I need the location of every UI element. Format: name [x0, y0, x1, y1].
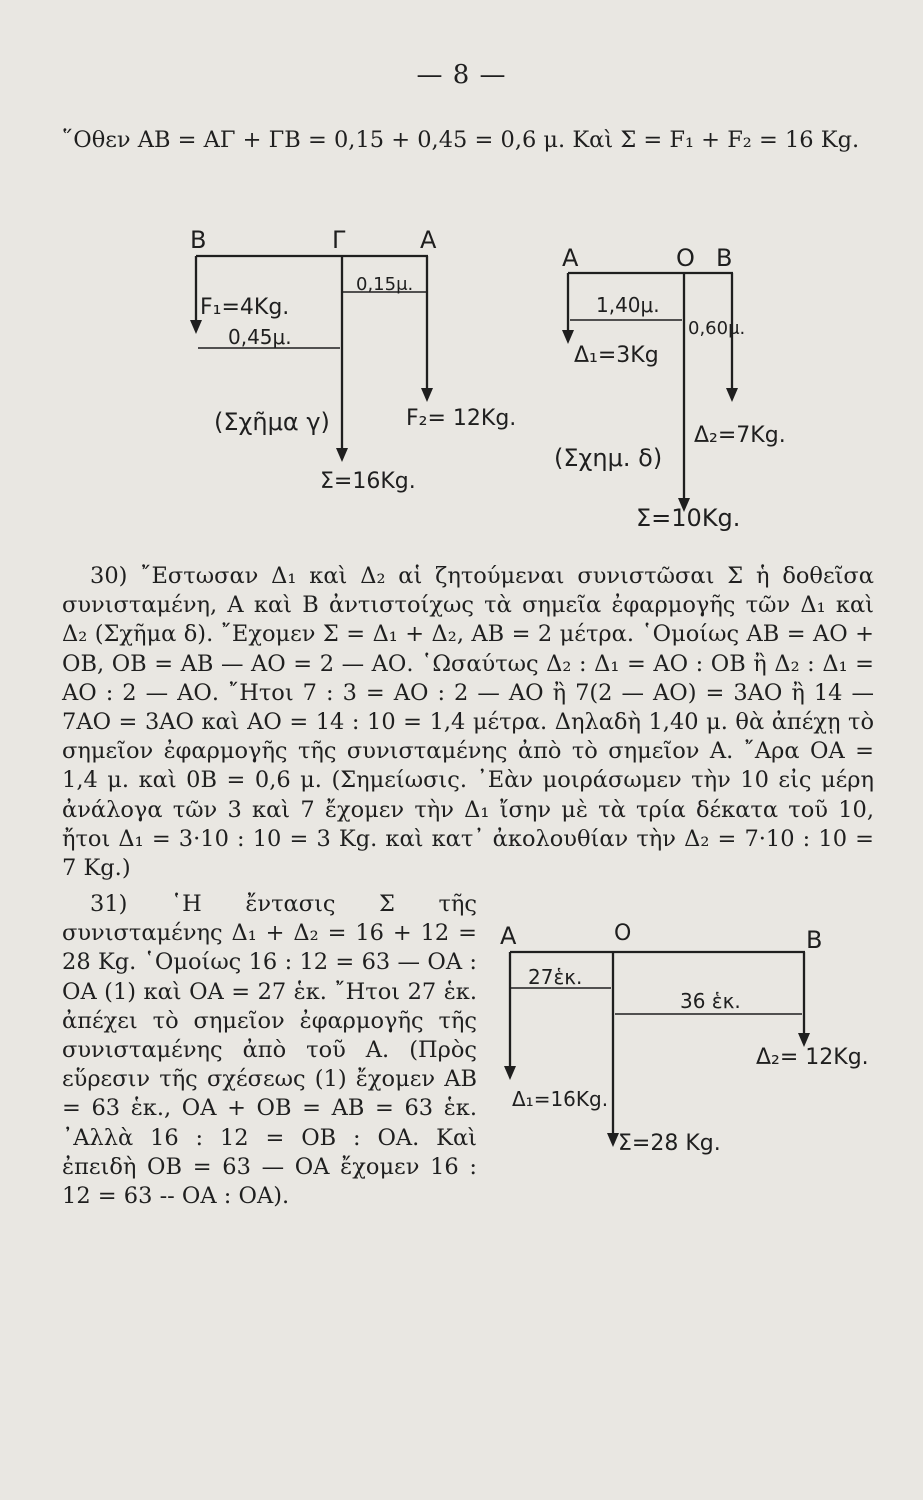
- fig1-force-f1: F₁=4Kg.: [200, 295, 290, 320]
- fig2-sum: Σ=10Kg.: [636, 504, 741, 532]
- fig2-label-b: B: [716, 244, 733, 272]
- fig3-label-b: B: [806, 926, 823, 954]
- fig1-dist-045: 0,45μ.: [228, 325, 292, 349]
- page-number: — 8 —: [416, 60, 507, 90]
- fig3-force-d2: Δ₂= 12Kg.: [756, 1045, 869, 1070]
- fig2-dist-060: 0,60μ.: [688, 318, 746, 339]
- fig1-dist-015: 0,15μ.: [356, 274, 414, 295]
- fig3-dist-36: 36 ἑκ.: [680, 989, 741, 1013]
- fig1-caption: (Σχῆμα γ): [214, 408, 330, 436]
- fig1-sum: Σ=16Kg.: [320, 469, 416, 494]
- fig2-dist-140: 1,40μ.: [596, 293, 660, 317]
- fig2-label-o: O: [676, 244, 695, 272]
- fig3-label-o: O: [614, 921, 632, 946]
- fig2-caption: (Σχημ. δ): [554, 444, 663, 472]
- intro-text: ῞Οθεν ΑΒ = ΑΓ + ΓΒ = 0,15 + 0,45 = 0,6 μ. Καὶ Σ = F₁ + F₂ = 16 Kg.: [62, 127, 860, 153]
- fig1-force-f2: F₂= 12Kg.: [406, 406, 517, 431]
- fig1-label-g: Γ: [332, 226, 346, 254]
- fig2-force-d1: Δ₁=3Kg: [574, 343, 659, 368]
- fig3-dist-27: 27ἑκ.: [528, 965, 583, 989]
- fig3-label-a: A: [500, 922, 517, 950]
- paragraph-31-text: 31) ῾Η ἔντασις Σ τῆς συνισταμένης Δ₁ + Δ₂ = 16 + 12 = 28 Kg. ῾Ομοίως 16 : 12 = 63 — ΟΑ : ΟΑ (1) καὶ ΟΑ = 27 ἑκ. ῎Ητοι 27 ἑκ. ἀπέχει τὸ σημεῖον ἐφαρμογῆς τῆς συνισταμένης ἀπὸ τοῦ Α. (Πρὸς εὕρεσιν τῆς σχέσεως (1) ἔχομεν ΑΒ = 63 ἑκ., ΟΑ + ΟΒ = ΑΒ = 63 ἑκ. ᾽Αλλὰ 16 : 12 = ΟΒ : ΟΑ. Καὶ ἐπειδὴ ΟΒ = 63 — ΟΑ ἔχομεν 16 : 12 = 63 -- ΟΑ : ΟΑ).: [62, 891, 477, 1210]
- fig2-force-d2: Δ₂=7Kg.: [694, 423, 786, 448]
- fig3-sum: Σ=28 Kg.: [618, 1131, 721, 1156]
- fig2-label-a: A: [562, 244, 579, 272]
- fig1-label-a: A: [420, 226, 437, 254]
- paragraph-30-text: 30) ῎Εστωσαν Δ₁ καὶ Δ₂ αἱ ζητούμεναι συνιστῶσαι Σ ἡ δοθεῖσα συνισταμένη, Α καὶ Β ἀντιστοίχως τὰ σημεῖα ἐφαρμογῆς τῶν Δ₁ καὶ Δ₂ (Σχῆμα δ). ῎Εχομεν Σ = Δ₁ + Δ₂, ΑΒ = 2 μέτρα. ῾Ομοίως ΑΒ = ΑΟ + ΟΒ, ΟΒ = ΑΒ — ΑΟ = 2 — ΑΟ. ῾Ωσαύτως Δ₂ : Δ₁ = ΑΟ : ΟΒ ἢ Δ₂ : Δ₁ = ΑΟ : 2 — ΑΟ. ῎Ητοι 7 : 3 = ΑΟ : 2 — ΑΟ ἢ 7(2 — ΑΟ) = 3ΑΟ ἢ 14 — 7ΑΟ = 3ΑΟ καὶ ΑΟ = 14 : 10 = 1,4 μέτρα. Δηλαδὴ 1,40 μ. θὰ ἀπέχῃ τὸ σημεῖον ἐφαρμογῆς τῆς συνισταμένης ἀπὸ τὸ σημεῖον Α. ῎Αρα ΟΑ = 1,4 μ. καὶ 0Β = 0,6 μ. (Σημείωσις. ᾿Εὰν μοιράσωμεν τὴν 10 εἰς μέρη ἀνάλογα τῶν 3 καὶ 7 ἔχομεν τὴν Δ₁ ἴσην μὲ τὰ τρία δέκατα τοῦ 10, ἤτοι Δ₁ = 3·10 : 10 = 3 Kg. καὶ κατ᾽ ἀκολουθίαν τὴν Δ₂ = 7·10 : 10 = 7 Kg.): [62, 563, 874, 882]
- fig1-label-b: B: [190, 226, 207, 254]
- fig3-force-d1: Δ₁=16Kg.: [512, 1087, 609, 1111]
